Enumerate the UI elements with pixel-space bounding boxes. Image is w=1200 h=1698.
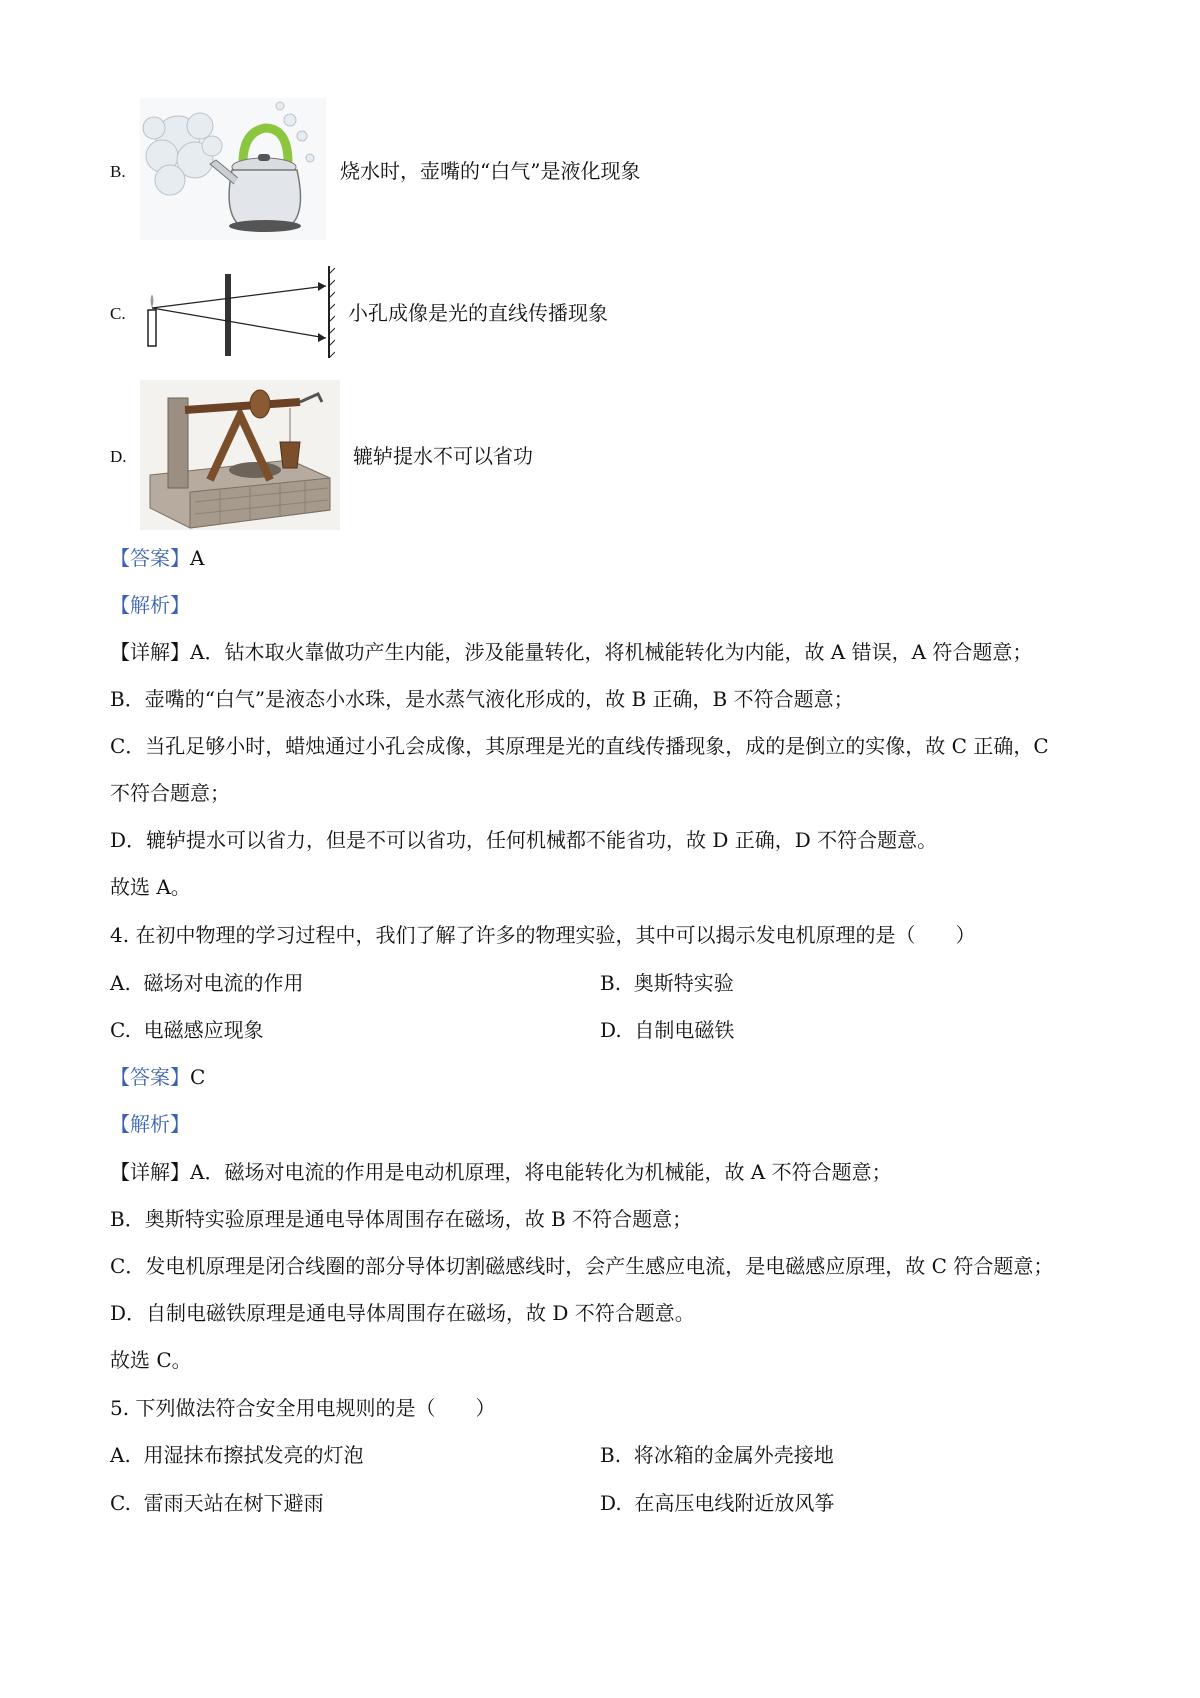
option-label: C. xyxy=(110,1491,131,1515)
option-label: D. xyxy=(600,1491,622,1515)
q3-detail-line: 【详解】A．钻木取火靠做功产生内能，涉及能量转化，将机械能转化为内能，故 A 错误，A 符合题意； xyxy=(110,640,1033,664)
q4-detail-line: C．发电机原理是闭合线圈的部分导体切割磁感线时，会产生感应电流，是电磁感应原理，故 C 符合题意； xyxy=(110,1254,1054,1278)
option-label: D. xyxy=(110,447,127,466)
option-label: B. xyxy=(600,1443,622,1467)
q4-detail-line: 故选 C。 xyxy=(110,1348,192,1372)
q4-option-b xyxy=(600,970,734,996)
q4-option-a xyxy=(110,970,304,996)
option-text: 辘轳提水不可以省功 xyxy=(353,444,533,468)
kettle-steam-icon xyxy=(140,98,326,240)
q3-detail-line: C．当孔足够小时，蜡烛通过小孔会成像，其原理是光的直线传播现象，成的是倒立的实像，故 C 正确，C xyxy=(110,734,1049,758)
q3-detail-line: 故选 A。 xyxy=(110,875,191,899)
option-text: 奥斯特实验 xyxy=(633,971,734,995)
option-label: A. xyxy=(110,1443,131,1467)
q3-answer xyxy=(110,545,204,571)
q5-stem: 5. 下列做法符合安全用电规则的是（ ） xyxy=(110,1396,496,1420)
option-label: B. xyxy=(600,971,622,995)
pinhole-camera-icon xyxy=(140,262,335,358)
q4-detail-line: D．自制电磁铁原理是通电导体周围存在磁场，故 D 不符合题意。 xyxy=(110,1301,695,1325)
option-text: 用湿抹布擦拭发亮的灯泡 xyxy=(143,1443,364,1467)
option-text: 烧水时，壶嘴的“白气”是液化现象 xyxy=(340,159,641,183)
answer-value: A xyxy=(190,546,205,570)
option-text: 在高压电线附近放风筝 xyxy=(634,1491,835,1515)
q3-detail-line: B．壶嘴的“白气”是液态小水珠，是水蒸气液化形成的，故 B 正确，B 不符合题意； xyxy=(110,687,854,711)
option-text: 自制电磁铁 xyxy=(634,1018,735,1042)
q5-option-a xyxy=(110,1442,364,1468)
answer-tag: 【答案】 xyxy=(110,546,190,570)
q4-detail-line: B．奥斯特实验原理是通电导体周围存在磁场，故 B 不符合题意； xyxy=(110,1207,693,1231)
option-text: 磁场对电流的作用 xyxy=(143,971,304,995)
option-label: B. xyxy=(110,162,126,181)
option-text: 雷雨天站在树下避雨 xyxy=(143,1491,324,1515)
option-text: 电磁感应现象 xyxy=(143,1018,264,1042)
option-label: D. xyxy=(600,1018,622,1042)
windlass-well-icon xyxy=(140,380,340,530)
q4-option-d xyxy=(600,1017,734,1043)
q4-stem: 4. 在初中物理的学习过程中，我们了解了许多的物理实验，其中可以揭示发电机原理的是（ ） xyxy=(110,923,976,947)
q5-option-b xyxy=(600,1442,834,1468)
q3-analysis-tag: 【解析】 xyxy=(110,593,190,617)
q4-analysis-tag: 【解析】 xyxy=(110,1112,190,1136)
option-text: 小孔成像是光的直线传播现象 xyxy=(348,301,608,325)
q3-detail-line: D．辘轳提水可以省力，但是不可以省功，任何机械都不能省功，故 D 正确，D 不符合题意。 xyxy=(110,828,938,852)
q4-answer xyxy=(110,1064,205,1090)
q4-detail-line: 【详解】A．磁场对电流的作用是电动机原理，将电能转化为机械能，故 A 不符合题意； xyxy=(110,1160,892,1184)
q3-detail-line: 不符合题意； xyxy=(110,781,230,805)
option-text: 将冰箱的金属外壳接地 xyxy=(633,1443,834,1467)
q4-option-c xyxy=(110,1017,264,1043)
option-label: C. xyxy=(110,1018,131,1042)
option-label: C. xyxy=(110,304,126,323)
answer-tag: 【答案】 xyxy=(110,1065,190,1089)
option-label: A. xyxy=(110,971,131,995)
q5-option-c xyxy=(110,1490,324,1516)
answer-value: C xyxy=(190,1065,206,1089)
q5-option-d xyxy=(600,1490,834,1516)
